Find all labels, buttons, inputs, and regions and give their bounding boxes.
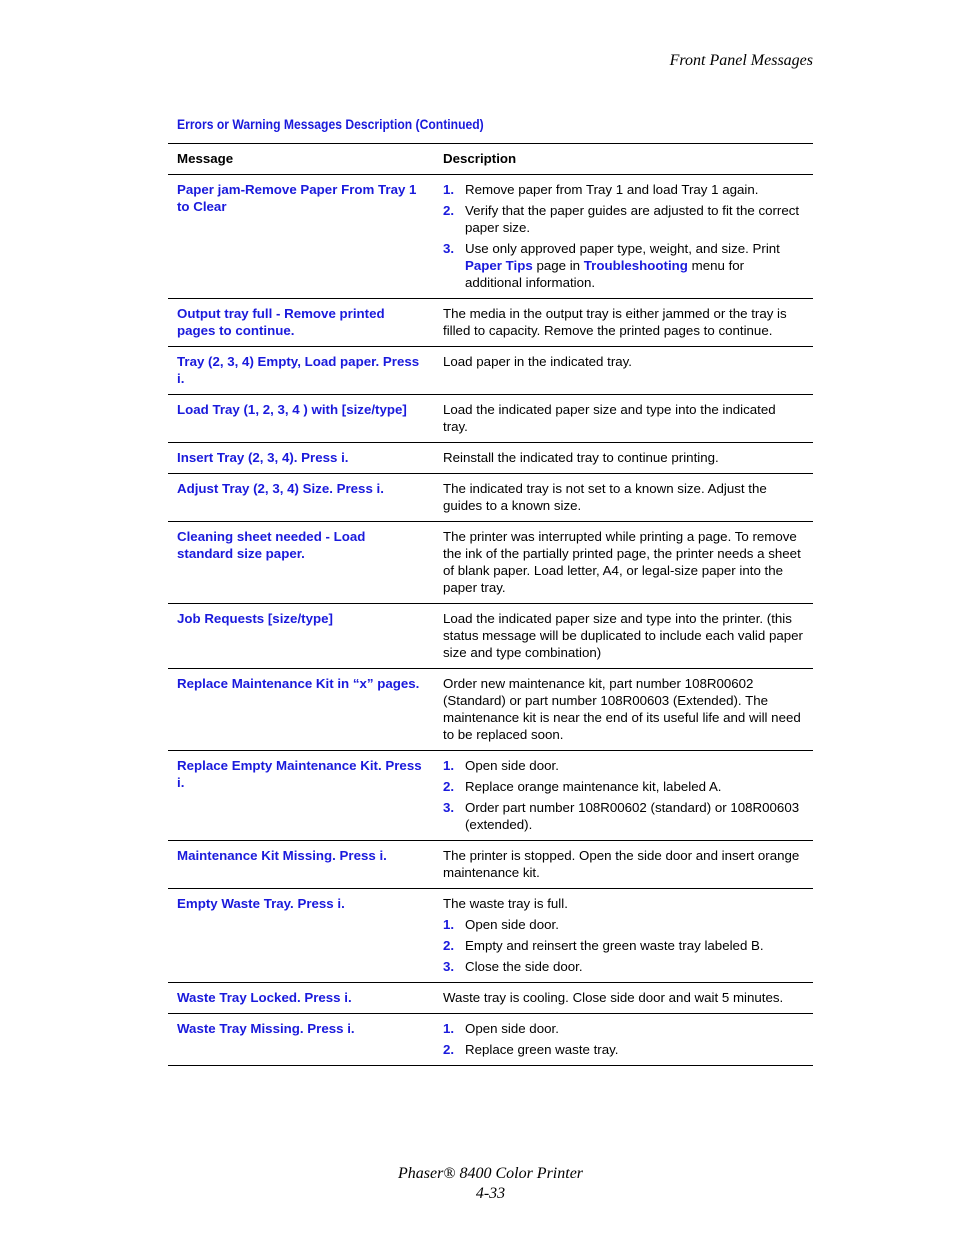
description-cell: The indicated tray is not set to a known size. Adjust the guides to a known size. xyxy=(434,474,813,522)
step-text: Replace orange maintenance kit, labeled A. xyxy=(465,779,722,794)
description-intro: The waste tray is full. xyxy=(443,896,568,911)
column-header-description: Description xyxy=(434,144,813,175)
troubleshooting-link[interactable]: Troubleshooting xyxy=(583,258,688,273)
steps-list xyxy=(443,757,804,833)
message-cell: Replace Maintenance Kit in “x” pages. xyxy=(168,669,434,751)
table-row xyxy=(168,1014,813,1066)
table-row xyxy=(168,751,813,841)
step-number: 3. xyxy=(443,800,455,815)
table-row xyxy=(168,395,813,443)
step-item xyxy=(443,181,804,198)
table-row xyxy=(168,474,813,522)
message-cell: Job Requests [size/type] xyxy=(168,604,434,669)
table-row xyxy=(168,604,813,669)
page-number: 4-33 xyxy=(475,1185,506,1202)
step-text: Open side door. xyxy=(465,917,559,932)
description-cell: The printer is stopped. Open the side door and insert orange maintenance kit. xyxy=(434,841,813,889)
steps-list xyxy=(443,181,804,291)
table-row xyxy=(168,443,813,474)
table-row xyxy=(168,175,813,299)
step-item xyxy=(443,757,804,774)
running-header: Front Panel Messages xyxy=(669,52,813,69)
step-number: 2. xyxy=(443,938,455,953)
steps-list xyxy=(443,916,804,975)
description-cell: Waste tray is cooling. Close side door and wait 5 minutes. xyxy=(434,983,813,1014)
page-footer xyxy=(0,1164,954,1204)
step-item xyxy=(443,916,804,933)
step-text: Order part number 108R00602 (standard) or 108R00603 (extended). xyxy=(465,800,800,832)
step-text: menu for additional information. xyxy=(465,258,745,290)
description-cell: The media in the output tray is either jammed or the tray is filled to capacity. Remove the printed pages to continue. xyxy=(434,299,813,347)
step-text: Open side door. xyxy=(465,758,559,773)
message-cell: Waste Tray Locked. Press i. xyxy=(168,983,434,1014)
message-cell: Waste Tray Missing. Press i. xyxy=(168,1014,434,1066)
step-item xyxy=(443,937,804,954)
step-text: Empty and reinsert the green waste tray labeled B. xyxy=(465,938,764,953)
message-cell: Paper jam-Remove Paper From Tray 1 to Clear xyxy=(168,175,434,299)
step-number: 1. xyxy=(443,917,455,932)
step-number: 2. xyxy=(443,779,455,794)
steps-list xyxy=(443,1020,804,1058)
message-cell: Cleaning sheet needed - Load standard size paper. xyxy=(168,522,434,604)
step-number: 2. xyxy=(443,1042,455,1057)
description-cell: Load paper in the indicated tray. xyxy=(434,347,813,395)
step-item xyxy=(443,202,804,236)
message-cell: Load Tray (1, 2, 3, 4 ) with [size/type] xyxy=(168,395,434,443)
table-row xyxy=(168,522,813,604)
description-cell: The printer was interrupted while printing a page. To remove the ink of the partially printed page, the printer needs a sheet of blank paper. Load letter, A4, or legal-size paper into the paper tray. xyxy=(434,522,813,604)
table-row xyxy=(168,889,813,983)
description-cell xyxy=(434,1014,813,1066)
column-header-message: Message xyxy=(168,144,434,175)
description-cell: Load the indicated paper size and type into the indicated tray. xyxy=(434,395,813,443)
message-cell: Replace Empty Maintenance Kit. Press i. xyxy=(168,751,434,841)
table-row xyxy=(168,669,813,751)
messages-table xyxy=(168,143,813,1066)
step-text: Replace green waste tray. xyxy=(465,1042,619,1057)
step-number: 1. xyxy=(443,758,455,773)
description-cell xyxy=(434,175,813,299)
description-cell xyxy=(434,751,813,841)
message-cell: Adjust Tray (2, 3, 4) Size. Press i. xyxy=(168,474,434,522)
step-number: 3. xyxy=(443,959,455,974)
message-cell: Insert Tray (2, 3, 4). Press i. xyxy=(168,443,434,474)
description-cell: Order new maintenance kit, part number 108R00602 (Standard) or part number 108R00603 (Extended). The maintenance kit is near the end of its useful life and will need to be replaced soon. xyxy=(434,669,813,751)
step-text: Verify that the paper guides are adjusted to fit the correct paper size. xyxy=(465,203,800,235)
step-item xyxy=(443,1041,804,1058)
message-cell: Maintenance Kit Missing. Press i. xyxy=(168,841,434,889)
step-item xyxy=(443,1020,804,1037)
description-cell: Load the indicated paper size and type into the printer. (this status message will be duplicated to include each valid paper size and type combination) xyxy=(434,604,813,669)
step-text: Close the side door. xyxy=(465,959,583,974)
description-cell: Reinstall the indicated tray to continue printing. xyxy=(434,443,813,474)
description-cell xyxy=(434,889,813,983)
table-row xyxy=(168,299,813,347)
message-cell: Output tray full - Remove printed pages to continue. xyxy=(168,299,434,347)
step-number: 2. xyxy=(443,203,455,218)
step-item xyxy=(443,958,804,975)
step-number: 3. xyxy=(443,241,455,256)
step-text: Remove paper from Tray 1 and load Tray 1 again. xyxy=(465,182,759,197)
step-text: Use only approved paper type, weight, and size. Print xyxy=(465,241,780,256)
message-cell: Empty Waste Tray. Press i. xyxy=(168,889,434,983)
step-item xyxy=(443,799,804,833)
paper-tips-link[interactable]: Paper Tips xyxy=(465,258,533,273)
message-cell: Tray (2, 3, 4) Empty, Load paper. Press i. xyxy=(168,347,434,395)
table-row xyxy=(168,841,813,889)
step-text: page in xyxy=(532,258,584,273)
table-header-row xyxy=(168,144,813,175)
step-item xyxy=(443,240,804,291)
table-title: Errors or Warning Messages Description (Continued) xyxy=(177,117,484,132)
table-row xyxy=(168,983,813,1014)
footer-product-title: Phaser® 8400 Color Printer xyxy=(397,1165,584,1182)
table-row xyxy=(168,347,813,395)
step-number: 1. xyxy=(443,1021,455,1036)
step-number: 1. xyxy=(443,182,455,197)
step-item xyxy=(443,778,804,795)
step-text: Open side door. xyxy=(465,1021,559,1036)
